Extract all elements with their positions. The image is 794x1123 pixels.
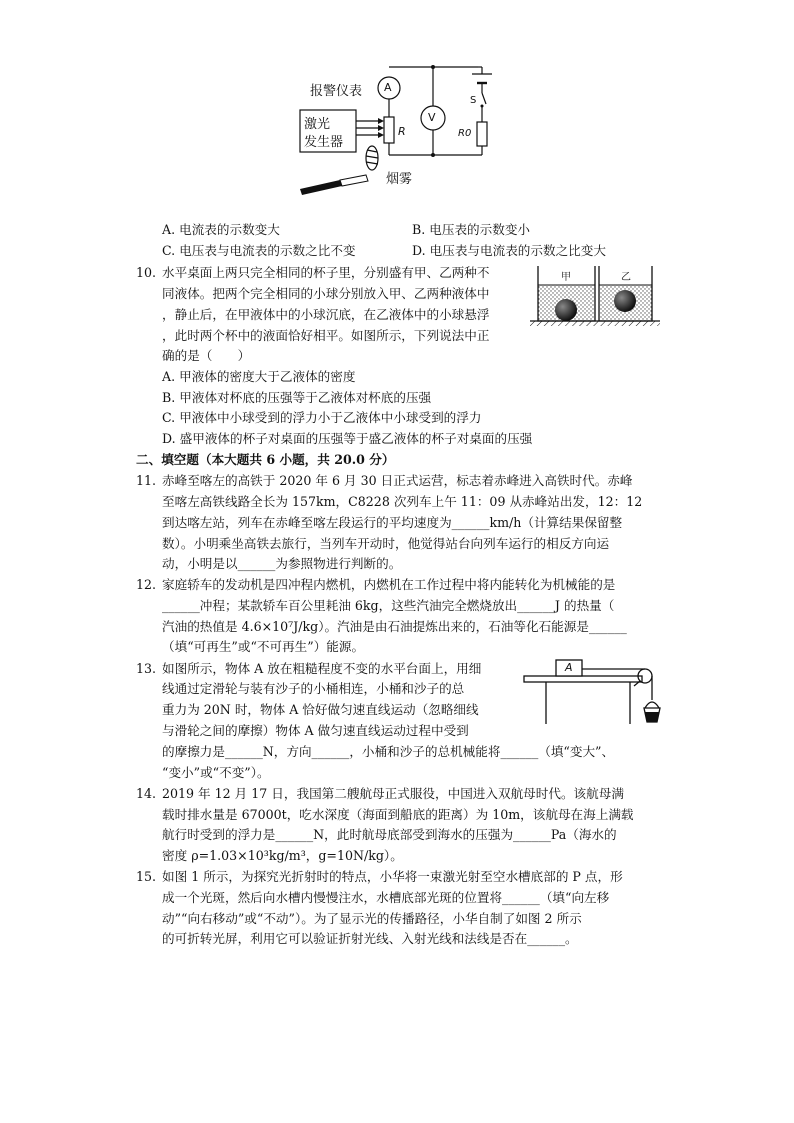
q10-line-5: 确的是（ ） bbox=[162, 348, 251, 363]
q14-line-3: 航行时受到的浮力是______N，此时航母底部受到海水的压强为______Pa（海水的 bbox=[162, 827, 617, 842]
smoke-label: 烟雾 bbox=[386, 172, 413, 187]
alarm-label: 报警仪表 bbox=[310, 84, 363, 99]
q12-line-2: ______冲程；某款轿车百公里耗油 6kg，这些汽油完全燃烧放出______J 的热量（ bbox=[162, 598, 615, 613]
q11-line-3: 到达喀左站，列车在赤峰至喀左段运行的平均速度为______km/h（计算结果保留整 bbox=[162, 515, 623, 530]
q13-line-6: “变小”或“不变”）。 bbox=[162, 765, 270, 780]
q13-number: 13. bbox=[136, 661, 157, 676]
voltmeter-label: V bbox=[428, 111, 436, 124]
q15-line-2: 成一个光斑，然后向水槽内慢慢注水，水槽底部光斑的位置将______（填“向左移 bbox=[162, 890, 610, 905]
q14-line-2: 载时排水量是 67000t，吃水深度（海面到船底的距离）为 10m，该航母在海上满载 bbox=[162, 807, 634, 822]
q15-number: 15. bbox=[136, 869, 157, 884]
q14-line-4: 密度 ρ=1.03×10³kg/m³，g=10N/kg）。 bbox=[162, 848, 403, 863]
q10-option-d: D. 盛甲液体的杯子对桌面的压强等于盛乙液体的杯子对桌面的压强 bbox=[162, 431, 533, 446]
q14-number: 14. bbox=[136, 786, 157, 801]
q9-option-d: D. 电压表与电流表的示数之比变大 bbox=[412, 243, 606, 258]
q12-line-1: 家庭轿车的发动机是四冲程内燃机，内燃机在工作过程中将内能转化为机械能的是 bbox=[162, 577, 616, 592]
q10-line-4: ，此时两个杯中的液面恰好相平。如图所示，下列说法中正 bbox=[162, 328, 490, 343]
q11-line-5: 动，小明是以______为参照物进行判断的。 bbox=[162, 556, 402, 571]
cup-yi-label: 乙 bbox=[621, 272, 631, 283]
q9-option-b: B. 电压表的示数变小 bbox=[412, 222, 531, 237]
section2-title: 二、填空题（本大题共 6 小题，共 20.0 分） bbox=[136, 452, 395, 467]
q11-line-1: 赤峰至喀左的高铁于 2020 年 6 月 30 日正式运营，标志着赤峰进入高铁时代。赤峰 bbox=[162, 473, 633, 488]
q13-line-3: 重力为 20N 时，物体 A 恰好做匀速直线运动（忽略细线 bbox=[162, 702, 479, 717]
ammeter-label: A bbox=[384, 81, 392, 94]
q10-number: 10. bbox=[136, 265, 157, 280]
q10-line-3: ，静止后，在甲液体中的小球沉底，在乙液体中的小球悬浮 bbox=[162, 307, 490, 322]
resistor-r-label: R bbox=[398, 125, 406, 138]
q12-line-4: （填“可再生”或“不可再生”）能源。 bbox=[162, 639, 365, 654]
q13-line-5: 的摩擦力是______N，方向______，小桶和沙子的总机械能将______（填“变大”、 bbox=[162, 744, 615, 759]
q12-number: 12. bbox=[136, 577, 157, 592]
laser-label-1: 激光 bbox=[304, 117, 331, 132]
q14-line-1: 2019 年 12 月 17 日，我国第二艘航母正式服役，中国进入双航母时代。该航母满 bbox=[162, 786, 624, 801]
cup-jia-label: 甲 bbox=[561, 272, 571, 283]
q13-line-4: 与滑轮之间的摩擦）物体 A 做匀速直线运动过程中受到 bbox=[162, 723, 469, 738]
q11-line-4: 数）。小明乘坐高铁去旅行，当列车开动时，他觉得站台向列车运行的相反方向运 bbox=[162, 536, 610, 551]
q10-line-2: 同液体。把两个完全相同的小球分别放入甲、乙两种液体中 bbox=[162, 286, 490, 301]
q11-line-2: 至喀左高铁线路全长为 157km，C8228 次列车上午 11：09 从赤峰站出发，12：12 bbox=[162, 494, 643, 509]
q11-number: 11. bbox=[136, 473, 157, 488]
q15-line-1: 如图 1 所示，为探究光折射时的特点，小华将一束激光射至空水槽底部的 P 点，形 bbox=[162, 869, 623, 884]
q13-line-2: 线通过定滑轮与装有沙子的小桶相连，小桶和沙子的总 bbox=[162, 681, 465, 696]
resistor-r0-label: R0 bbox=[458, 128, 472, 139]
q9-option-c: C. 电压表与电流表的示数之比不变 bbox=[162, 243, 356, 258]
block-a-label: A bbox=[565, 661, 573, 674]
q12-line-3: 汽油的热值是 4.6×10⁷J/kg）。汽油是由石油提炼出来的，石油等化石能源是______ bbox=[162, 619, 627, 634]
q9-option-a: A. 电流表的示数变大 bbox=[162, 222, 280, 237]
q10-option-c: C. 甲液体中小球受到的浮力小于乙液体中小球受到的浮力 bbox=[162, 410, 482, 425]
q10-option-b: B. 甲液体对杯底的压强等于乙液体对杯底的压强 bbox=[162, 390, 432, 405]
q13-line-1: 如图所示，物体 A 放在粗糙程度不变的水平台面上，用细 bbox=[162, 661, 482, 676]
q15-line-3: 动”“向右移动”或“不动”）。为了显示光的传播路径，小华自制了如图 2 所示 bbox=[162, 911, 582, 926]
q15-line-4: 的可折转光屏，利用它可以验证折射光线、入射光线和法线是否在______。 bbox=[162, 931, 578, 946]
laser-label-2: 发生器 bbox=[304, 135, 344, 150]
q10-option-a: A. 甲液体的密度大于乙液体的密度 bbox=[162, 369, 356, 384]
switch-label: S bbox=[470, 95, 477, 106]
q10-line-1: 水平桌面上两只完全相同的杯子里，分别盛有甲、乙两种不 bbox=[162, 265, 490, 280]
